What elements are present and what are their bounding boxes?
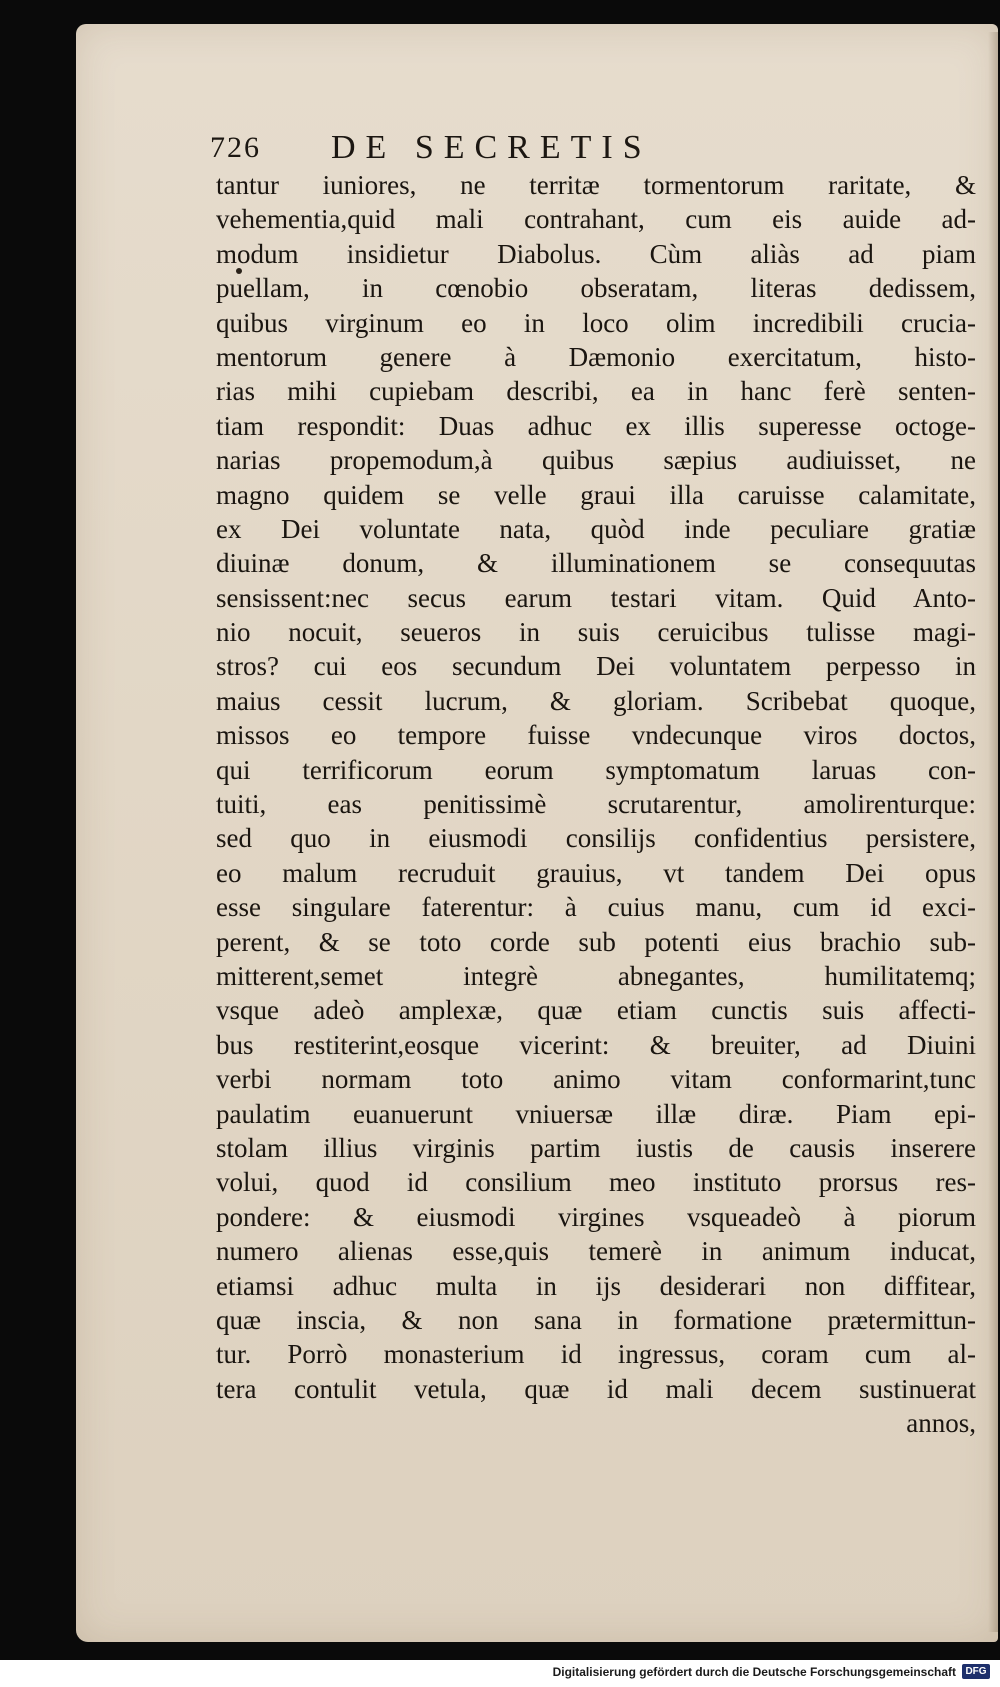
text-line: stolam illius virginis partim iustis de causis inserere — [216, 1132, 976, 1163]
text-line: missos eo tempore fuisse vndecunque viros doctos, — [216, 720, 976, 751]
text-line: tera contulit vetula, quæ id mali decem sustinuerat — [216, 1373, 976, 1404]
funding-credit: Digitalisierung gefördert durch die Deutsche Forschungsgemeinschaft — [552, 1665, 956, 1679]
text-line: tiam respondit: Duas adhuc ex illis superesse octoge- — [216, 410, 976, 441]
page-edge-shadow — [988, 32, 998, 1632]
text-line: diuinæ donum, & illuminationem se consequutas — [216, 548, 976, 579]
text-line: sensissent:nec secus earum testari vitam. Quid Anto- — [216, 582, 976, 613]
text-line: volui, quod id consilium meo instituto prorsus res- — [216, 1167, 976, 1198]
text-line: numero alienas esse,quis temerè in animum inducat, — [216, 1236, 976, 1267]
text-line: vsque adeò amplexæ, quæ etiam cunctis suis affecti- — [216, 995, 976, 1026]
text-line: bus restiterint,eosque vicerint: & breuiter, ad Diuini — [216, 1029, 976, 1060]
text-line: narias propemodum,à quibus sæpius audiuisset, ne — [216, 445, 976, 476]
text-line: magno quidem se velle graui illa caruisse calamitate, — [216, 479, 976, 510]
text-line: esse singulare faterentur: à cuius manu, cum id exci- — [216, 892, 976, 923]
text-line: verbi normam toto animo vitam conformarint,tunc — [216, 1064, 976, 1095]
text-line: tantur iuniores, ne territæ tormentorum raritate, & — [216, 170, 976, 200]
text-line: tuiti, eas penitissimè scrutarentur, amolirenturque: — [216, 789, 976, 820]
text-line: eo malum recruduit grauius, vt tandem Dei opus — [216, 857, 976, 888]
text-line: modum insidietur Diabolus. Cùm aliàs ad piam — [216, 238, 976, 269]
text-line: rias mihi cupiebam describi, ea in hanc ferè senten- — [216, 376, 976, 407]
text-line: vehementia,quid mali contrahant, cum eis auide ad- — [216, 204, 976, 235]
text-line: stros? cui eos secundum Dei voluntatem perpesso in — [216, 651, 976, 682]
text-line: maius cessit lucrum, & gloriam. Scribebat quoque, — [216, 685, 976, 716]
text-line: pondere: & eiusmodi virgines vsqueadeò à piorum — [216, 1201, 976, 1232]
text-line: quibus virginum eo in loco olim incredibili crucia- — [216, 307, 976, 338]
body-text — [216, 168, 976, 1440]
text-line: paulatim euanuerunt vniuersæ illæ diræ. Piam epi- — [216, 1098, 976, 1129]
text-line: ex Dei voluntate nata, quòd inde peculiare gratiæ — [216, 513, 976, 544]
text-line: etiamsi adhuc multa in ijs desiderari non diffitear, — [216, 1270, 976, 1301]
text-line: mitterent,semet integrè abnegantes, humilitatemq; — [216, 960, 976, 991]
text-line: puellam, in cœnobio obseratam, literas dedissem, — [216, 273, 976, 304]
footer-bar — [0, 1660, 1000, 1687]
text-line: qui terrificorum eorum symptomatum laruas con- — [216, 754, 976, 785]
text-line: perent, & se toto corde sub potenti eius brachio sub- — [216, 926, 976, 957]
dfg-logo-icon: DFG — [962, 1664, 990, 1679]
text-line: nio nocuit, seueros in suis ceruicibus tulisse magi- — [216, 617, 976, 648]
text-line: mentorum genere à Dæmonio exercitatum, histo- — [216, 341, 976, 372]
text-line: sed quo in eiusmodi consilijs confidentius persistere, — [216, 823, 976, 854]
page-number: 726 — [210, 131, 261, 164]
running-title: DE SECRETIS — [331, 129, 652, 166]
text-line: quæ inscia, & non sana in formatione prætermittun- — [216, 1304, 976, 1335]
text-line: tur. Porrò monasterium id ingressus, coram cum al- — [216, 1339, 976, 1370]
catchword: annos, — [906, 1408, 976, 1439]
